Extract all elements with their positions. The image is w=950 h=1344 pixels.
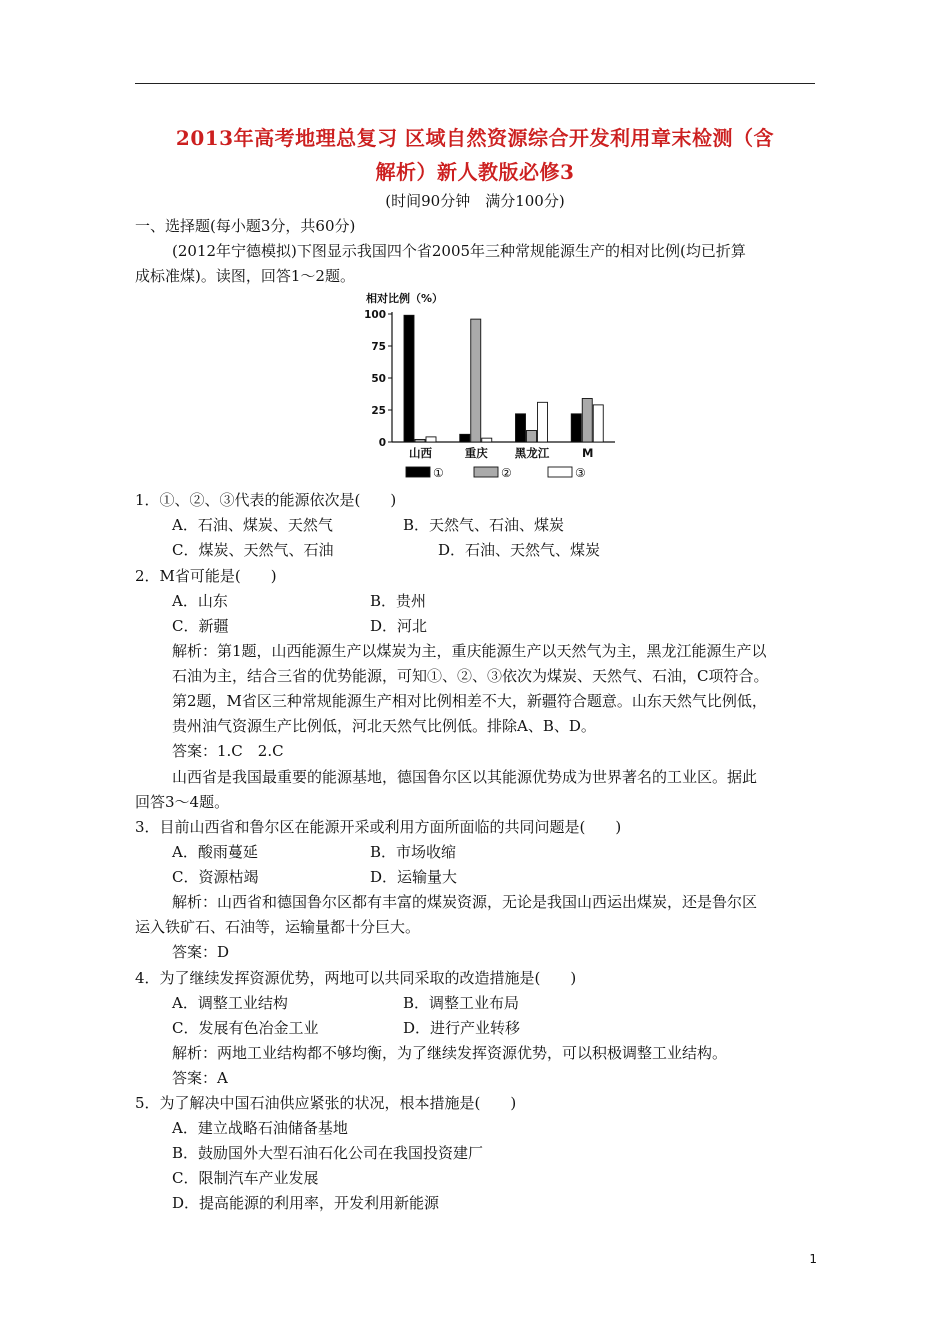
y-tick-label: 50 xyxy=(371,373,386,385)
bar-3 xyxy=(482,438,492,442)
question-4: 4．为了继续发挥资源优势，两地可以共同采取的改造措施是( ) xyxy=(135,969,577,987)
y-tick-label: 100 xyxy=(364,309,386,321)
question-1: 1．①、②、③代表的能源依次是( ) xyxy=(135,491,397,509)
question-2: 2．M省可能是( ) xyxy=(135,567,277,585)
legend-swatch xyxy=(406,467,430,477)
option-3c: C．资源枯竭 xyxy=(172,868,259,886)
intro-text: 成标准煤)。读图，回答1～2题。 xyxy=(135,267,355,285)
legend-swatch xyxy=(474,467,498,477)
legend-swatch xyxy=(548,467,572,477)
option-2d: D．河北 xyxy=(370,617,428,635)
option-3b: B．市场收缩 xyxy=(370,843,457,861)
analysis-4: 解析：两地工业结构都不够均衡，为了继续发挥资源优势，可以积极调整工业结构。 xyxy=(172,1044,728,1062)
answer-1-2: 答案：1.C 2.C xyxy=(172,742,284,760)
document-title-line1: 2013年高考地理总复习 区域自然资源综合开发利用章末检测（含 xyxy=(175,126,775,150)
option-4b: B．调整工业布局 xyxy=(403,994,520,1012)
option-2a: A．山东 xyxy=(172,592,228,610)
option-4d: D．进行产业转移 xyxy=(403,1019,521,1037)
question-5: 5．为了解决中国石油供应紧张的状况，根本措施是( ) xyxy=(135,1094,517,1112)
legend-label: ② xyxy=(501,466,512,480)
bar-2 xyxy=(471,319,481,442)
option-3d: D．运输量大 xyxy=(370,868,458,886)
analysis-3: 解析：山西省和德国鲁尔区都有丰富的煤炭资源，无论是我国山西运出煤炭，还是鲁尔区 xyxy=(172,893,758,911)
y-tick-label: 0 xyxy=(378,437,386,449)
option-5b: B．鼓励国外大型石油石化公司在我国投资建厂 xyxy=(172,1144,484,1162)
document-title-line2: 解析）新人教版必修3 xyxy=(375,160,575,184)
intro-text: (2012年宁德模拟)下图显示我国四个省2005年三种常规能源生产的相对比例(均已折算 xyxy=(172,242,746,260)
option-1c: C．煤炭、天然气、石油 xyxy=(172,541,334,559)
option-5a: A．建立战略石油储备基地 xyxy=(172,1119,348,1137)
bar-1 xyxy=(404,315,414,442)
legend-label: ③ xyxy=(575,466,586,480)
option-2b: B．贵州 xyxy=(370,592,427,610)
option-4a: A．调整工业结构 xyxy=(172,994,288,1012)
option-1b: B．天然气、石油、煤炭 xyxy=(403,516,565,534)
bar-3 xyxy=(426,437,436,442)
exam-duration: (时间90分钟 满分100分) xyxy=(385,192,565,210)
bar-3 xyxy=(593,405,603,442)
section-heading: 一、选择题(每小题3分，共60分) xyxy=(135,217,356,235)
analysis-1-2: 贵州油气资源生产比例低，河北天然气比例低。排除A、B、D。 xyxy=(172,717,596,735)
option-1d: D．石油、天然气、煤炭 xyxy=(438,541,601,559)
x-category-label: 黑龙江 xyxy=(514,446,550,460)
page-number: 1 xyxy=(809,1252,817,1266)
option-4c: C．发展有色冶金工业 xyxy=(172,1019,319,1037)
option-5d: D．提高能源的利用率，开发利用新能源 xyxy=(172,1194,440,1212)
analysis-1-2: 石油为主，结合三省的优势能源，可知①、②、③依次为煤炭、天然气、石油，C项符合。 xyxy=(172,667,769,685)
bar-1 xyxy=(516,414,526,442)
x-category-label: 重庆 xyxy=(464,446,488,460)
intro-text: 回答3～4题。 xyxy=(135,793,230,811)
bar-1 xyxy=(571,414,581,442)
analysis-1-2: 第2题，M省区三种常规能源生产相对比例相差不大，新疆符合题意。山东天然气比例低， xyxy=(172,692,767,710)
bar-2 xyxy=(527,430,537,442)
answer-4: 答案：A xyxy=(172,1069,228,1087)
bar-2 xyxy=(415,439,425,442)
x-category-label: 山西 xyxy=(409,446,432,460)
header-rule xyxy=(135,83,815,84)
option-5c: C．限制汽车产业发展 xyxy=(172,1169,319,1187)
y-tick-label: 75 xyxy=(371,341,386,353)
y-axis-label: 相对比例（%） xyxy=(366,292,444,305)
bar-1 xyxy=(460,434,470,442)
option-3a: A．酸雨蔓延 xyxy=(172,843,258,861)
bar-3 xyxy=(538,402,548,442)
intro-text: 山西省是我国最重要的能源基地，德国鲁尔区以其能源优势成为世界著名的工业区。据此 xyxy=(172,768,758,786)
y-tick-label: 25 xyxy=(371,405,386,417)
bar-2 xyxy=(582,398,592,442)
x-category-label: M xyxy=(582,446,594,460)
option-1a: A．石油、煤炭、天然气 xyxy=(172,516,333,534)
option-2c: C．新疆 xyxy=(172,617,229,635)
analysis-1-2: 解析：第1题，山西能源生产以煤炭为主，重庆能源生产以天然气为主，黑龙江能源生产以 xyxy=(172,642,767,660)
analysis-3: 运入铁矿石、石油等，运输量都十分巨大。 xyxy=(135,918,421,936)
question-3: 3．目前山西省和鲁尔区在能源开采或利用方面所面临的共同问题是( ) xyxy=(135,818,622,836)
legend-label: ① xyxy=(433,466,444,480)
answer-3: 答案：D xyxy=(172,943,230,961)
energy-bar-chart xyxy=(362,290,624,486)
